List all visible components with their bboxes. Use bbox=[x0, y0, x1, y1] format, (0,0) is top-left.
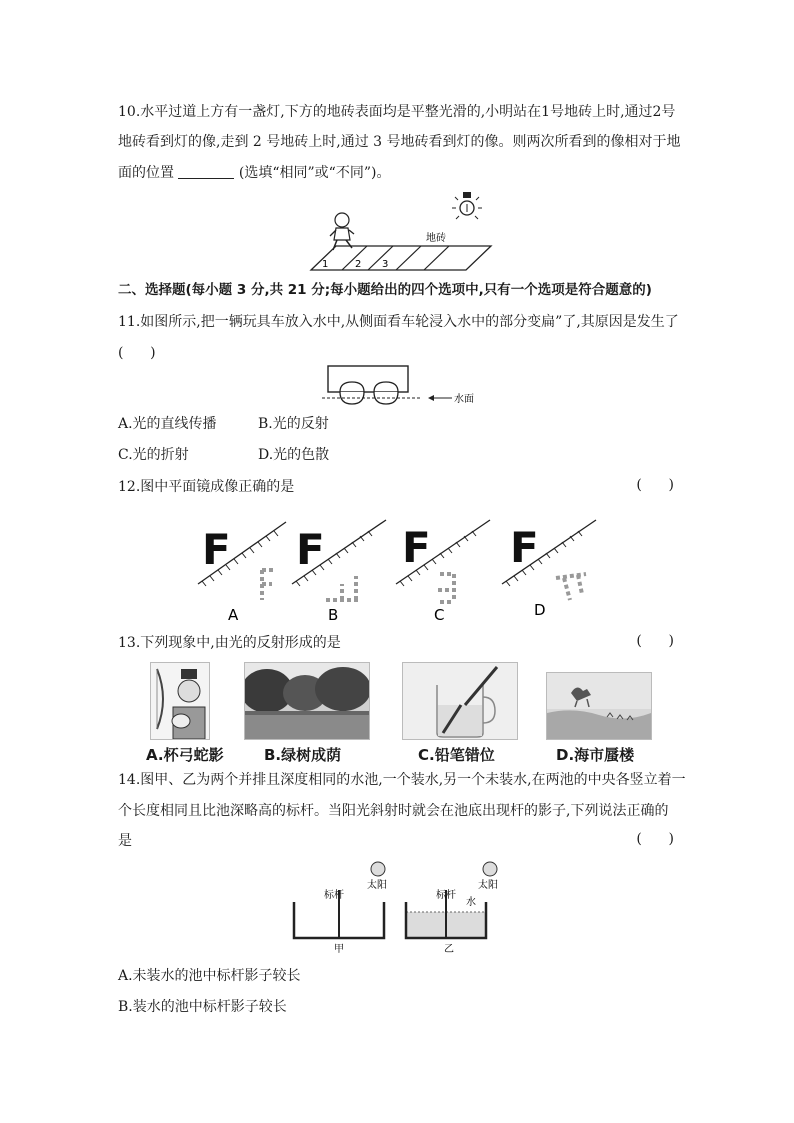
q12-mirror-figures bbox=[190, 512, 610, 624]
q14-option-a[interactable]: A.未装水的池中标杆影子较长 bbox=[118, 968, 301, 984]
q13-question-text: 13.下列现象中,由光的反射形成的是 bbox=[118, 635, 341, 651]
pool-yi bbox=[406, 862, 498, 955]
tile-2-label: 2 bbox=[355, 259, 362, 270]
water-surface-label: 水面 bbox=[454, 394, 474, 405]
q12-label-c: C bbox=[434, 606, 445, 624]
sun-label-jia: 太阳 bbox=[367, 880, 387, 891]
q10-line-3-text: 面的位置 bbox=[118, 165, 174, 181]
q10-answer-blank[interactable] bbox=[178, 164, 234, 179]
tile-3-label: 3 bbox=[382, 259, 389, 270]
q11-answer-paren[interactable]: ( ) bbox=[118, 345, 156, 361]
q14-line-1: 14.图甲、乙为两个并排且深度相同的水池,一个装水,另一个未装水,在两池的中央各竖立着一 bbox=[118, 772, 686, 788]
q10-line-1: 10.水平过道上方有一盏灯,下方的地砖表面均是平整光滑的,小明站在1号地砖上时,通过2号 bbox=[118, 104, 676, 120]
q10-line-3 bbox=[118, 163, 678, 183]
svg-text:F: F bbox=[296, 525, 325, 574]
sun-label-yi: 太阳 bbox=[478, 880, 498, 891]
q12-option-a-figure[interactable] bbox=[198, 522, 286, 624]
q12-label-a: A bbox=[228, 606, 239, 624]
q13-answer-paren[interactable]: ( ) bbox=[636, 633, 674, 649]
rod-label-jia: 标杆 bbox=[324, 890, 344, 901]
q12-answer-paren[interactable]: ( ) bbox=[636, 477, 674, 493]
q13-caption-a: A.杯弓蛇影 bbox=[146, 746, 224, 764]
q11-option-d[interactable]: D.光的色散 bbox=[258, 447, 330, 463]
q14-answer-paren[interactable]: ( ) bbox=[636, 831, 674, 847]
q12-label-b: B bbox=[328, 606, 339, 624]
boy-figure-icon bbox=[330, 213, 354, 250]
q14-line-3: 是 bbox=[118, 833, 132, 849]
q14-line-2: 个长度相同且比池深略高的标杆。当阳光斜射时就会在池底出现杆的影子,下列说法正确的 bbox=[118, 803, 669, 819]
svg-text:F: F bbox=[402, 523, 431, 572]
water-label: 水 bbox=[466, 897, 476, 908]
pool-jia-label: 甲 bbox=[334, 944, 344, 955]
q12-option-b-figure[interactable] bbox=[292, 520, 386, 624]
section-2-heading: 二、选择题(每小题 3 分,共 21 分;每小题给出的四个选项中,只有一个选项是符合题意的) bbox=[118, 282, 652, 298]
q10-corridor-figure bbox=[296, 188, 496, 274]
letter-f-object: F bbox=[202, 525, 231, 574]
q13-image-d-mirage[interactable] bbox=[546, 672, 652, 740]
floor-tile-label: 地砖 bbox=[426, 233, 446, 244]
q14-pools-figure bbox=[290, 860, 510, 956]
svg-text:F: F bbox=[510, 523, 539, 572]
q13-caption-c: C.铅笔错位 bbox=[418, 746, 495, 764]
q12-option-c-figure[interactable] bbox=[396, 520, 490, 624]
rod-label-yi: 标杆 bbox=[436, 890, 456, 901]
q12-label-d: D bbox=[534, 601, 546, 619]
q10-line-3-tail: (选填“相同”或“不同”)。 bbox=[238, 165, 391, 181]
q11-option-c[interactable]: C.光的折射 bbox=[118, 447, 189, 463]
tile-1-label: 1 bbox=[322, 259, 329, 270]
pool-yi-label: 乙 bbox=[444, 944, 454, 955]
q13-image-c-pencil-glass[interactable] bbox=[402, 662, 518, 740]
q14-option-b[interactable]: B.装水的池中标杆影子较长 bbox=[118, 999, 287, 1015]
q12-option-d-figure[interactable] bbox=[502, 520, 596, 619]
q13-caption-b: B.绿树成荫 bbox=[264, 746, 342, 764]
pool-jia bbox=[294, 862, 387, 955]
q11-question-text: 11.如图所示,把一辆玩具车放入水中,从侧面看车轮浸入水中的部分变扁”了,其原因是发生了 bbox=[118, 314, 679, 330]
q11-option-a[interactable]: A.光的直线传播 bbox=[118, 416, 217, 432]
q11-option-b[interactable]: B.光的反射 bbox=[258, 416, 329, 432]
q11-toy-car-figure bbox=[322, 362, 482, 412]
q13-image-a-cup-bow[interactable] bbox=[150, 662, 210, 740]
q12-question-text: 12.图中平面镜成像正确的是 bbox=[118, 479, 295, 495]
q13-image-b-trees[interactable] bbox=[244, 662, 370, 740]
q13-caption-d: D.海市蜃楼 bbox=[556, 746, 635, 764]
q10-line-2: 地砖看到灯的像,走到 2 号地砖上时,通过 3 号地砖看到灯的像。则两次所看到的像相对于地 bbox=[118, 134, 681, 150]
lamp-icon bbox=[452, 192, 482, 219]
